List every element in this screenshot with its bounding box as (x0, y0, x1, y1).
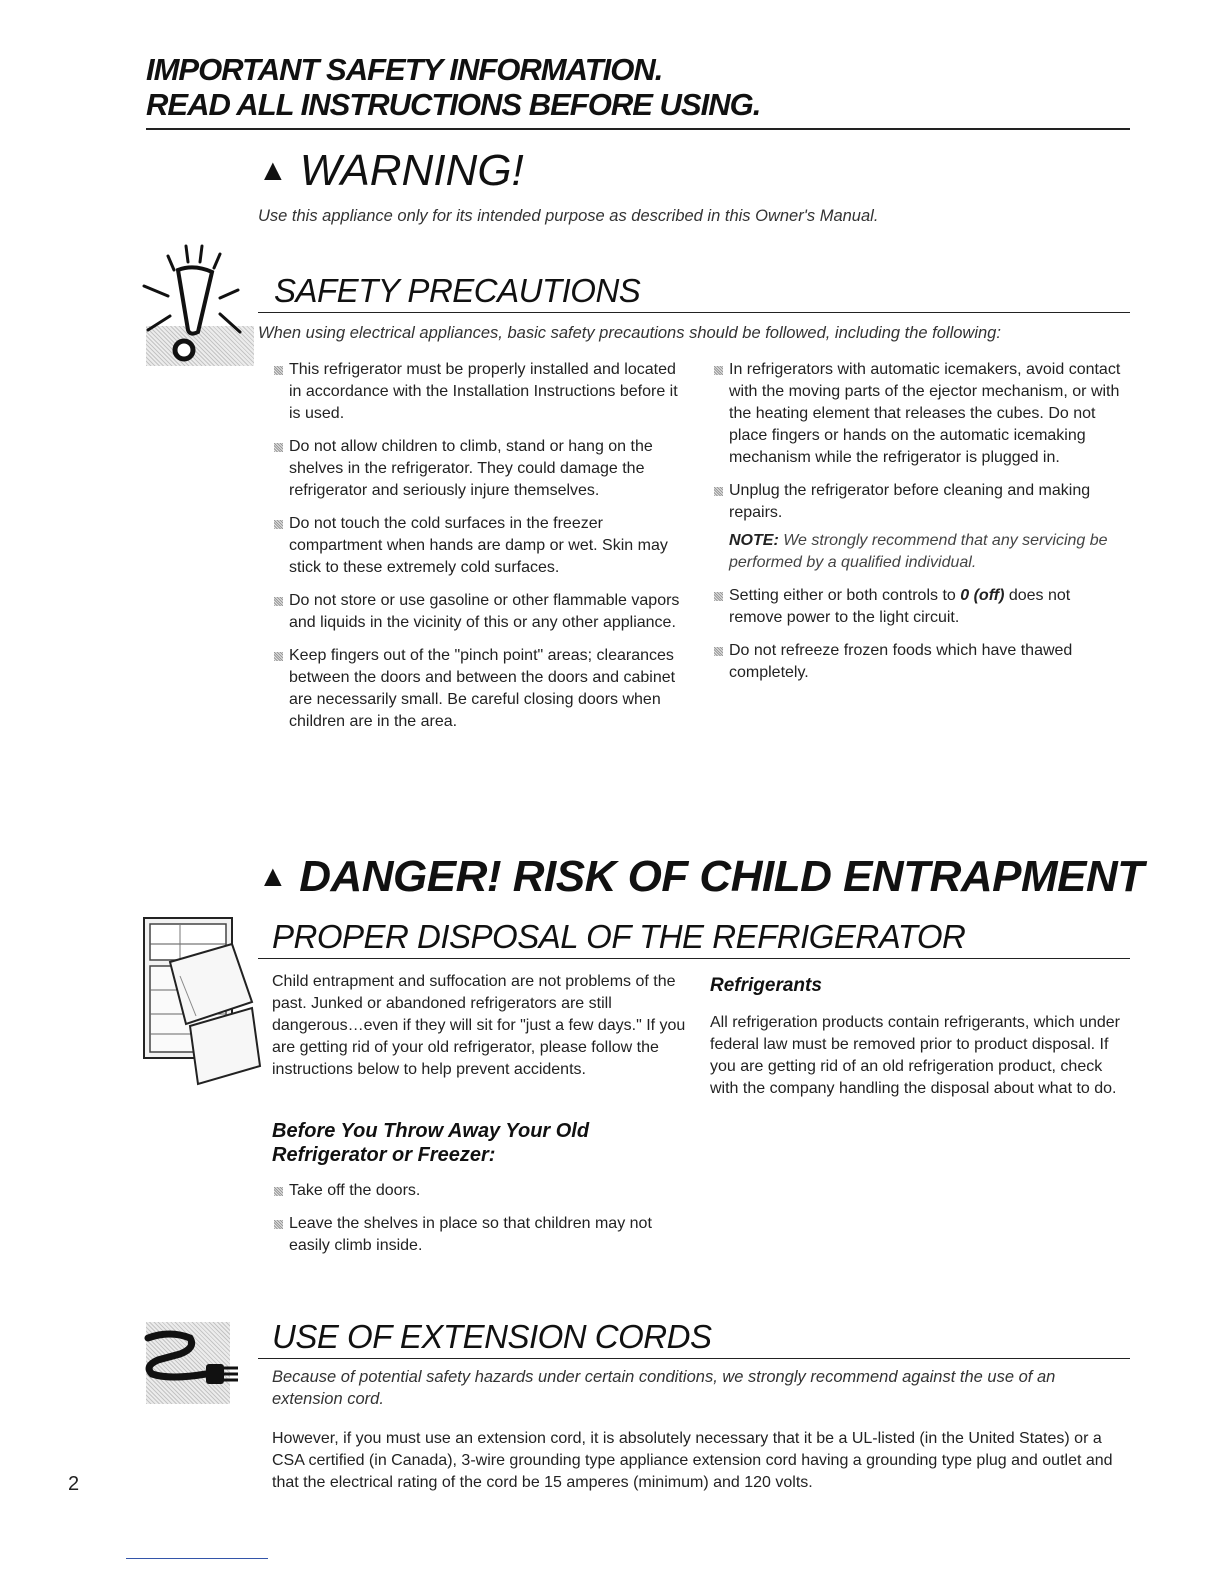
list-item: Do not touch the cold surfaces in the freezer compartment when hands are damp or wet. Skin may stick to these extremely cold surfaces. (272, 513, 692, 579)
danger-title: DANGER! RISK OF CHILD ENTRAPMENT (299, 852, 1144, 901)
list-item: Do not store or use gasoline or other flammable vapors and liquids in the vicinity of this or any other appliance. (272, 590, 692, 634)
header-line-2: READ ALL INSTRUCTIONS BEFORE USING. (146, 87, 761, 122)
warning-heading (258, 146, 524, 196)
list-item: Do not allow children to climb, stand or hang on the shelves in the refrigerator. They could damage the refrigerator and seriously injure themselves. (272, 436, 692, 502)
list-item: Keep fingers out of the "pinch point" areas; clearances between the doors and between the doors and cabinet are necessarily small. Be careful closing doors when children are in the area. (272, 645, 692, 733)
list-item: Unplug the refrigerator before cleaning and making repairs. (712, 480, 1124, 524)
disposal-title: PROPER DISPOSAL OF THE REFRIGERATOR (272, 918, 966, 955)
list-item: Leave the shelves in place so that children may not easily climb inside. (272, 1213, 692, 1257)
safety-intro: When using electrical appliances, basic safety precautions should be followed, including the following: (258, 324, 1001, 342)
disposal-steps (272, 1180, 692, 1268)
extension-body: However, if you must use an extension cord, it is absolutely necessary that it be a UL-listed (in the United States) or a CSA certified (in Canada), 3-wire grounding type appliance extension cord having a grounding type plug and outlet and that the electrical rating of the cord be 15 amperes (minimum) and 120 volts. (272, 1430, 1113, 1491)
list-item: This refrigerator must be properly installed and located in accordance with the Installation Instructions before it is used. (272, 359, 692, 425)
safety-rule (258, 312, 1130, 313)
refrigerants-text: All refrigeration products contain refrigerants, which under federal law must be removed prior to product disposal. If you are getting rid of an old refrigeration product, check with the company handling the disposal about what to do. (710, 1014, 1120, 1097)
safety-right-column (712, 359, 1124, 695)
header-rule (146, 128, 1130, 130)
warning-triangle-icon: ▲ (258, 154, 288, 187)
open-refrigerator-icon (140, 916, 262, 1088)
disposal-intro: Child entrapment and suffocation are not problems of the past. Junked or abandoned refrigerators are still dangerous…even if they will sit for "just a few days." If you are getting rid of your old refrigerator, please follow the instructions below to help prevent accidents. (272, 973, 686, 1078)
exclamation-burst-icon (138, 240, 262, 370)
list-item: Take off the doors. (272, 1180, 692, 1202)
warning-title: WARNING! (299, 146, 524, 195)
extension-title: USE OF EXTENSION CORDS (272, 1318, 712, 1355)
list-item: Setting either or both controls to 0 (off) does not remove power to the light circuit. (712, 585, 1124, 629)
extension-cord-plug-icon (140, 1326, 244, 1396)
safety-left-column (272, 359, 692, 744)
list-item: Do not refreeze frozen foods which have thawed completely. (712, 640, 1124, 684)
warning-subtitle: Use this appliance only for its intended purpose as described in this Owner's Manual. (258, 207, 879, 225)
note-label: NOTE: (729, 532, 779, 549)
safety-title: SAFETY PRECAUTIONS (274, 272, 641, 309)
note (712, 530, 1124, 574)
header-line-1: IMPORTANT SAFETY INFORMATION. (146, 52, 663, 87)
page-number: 2 (68, 1473, 80, 1495)
extension-rule (258, 1358, 1130, 1359)
note-text: We strongly recommend that any servicing be performed by a qualified individual. (729, 532, 1108, 571)
warning-triangle-icon: ▲ (258, 860, 288, 893)
refrigerants-heading: Refrigerants (710, 975, 822, 996)
danger-heading (258, 852, 1144, 902)
before-heading: Before You Throw Away Your Old Refrigerator or Freezer: (272, 1120, 590, 1166)
footer-rule (126, 1558, 268, 1559)
extension-intro: Because of potential safety hazards under certain conditions, we strongly recommend against the use of an extension cord. (272, 1368, 1056, 1408)
list-item: In refrigerators with automatic icemakers, avoid contact with the moving parts of the ejector mechanism, or with the heating element that releases the cubes. Do not place fingers or hands on the automatic icemaking mechanism while the refrigerator is plugged in. (712, 359, 1124, 469)
disposal-rule (258, 958, 1130, 959)
